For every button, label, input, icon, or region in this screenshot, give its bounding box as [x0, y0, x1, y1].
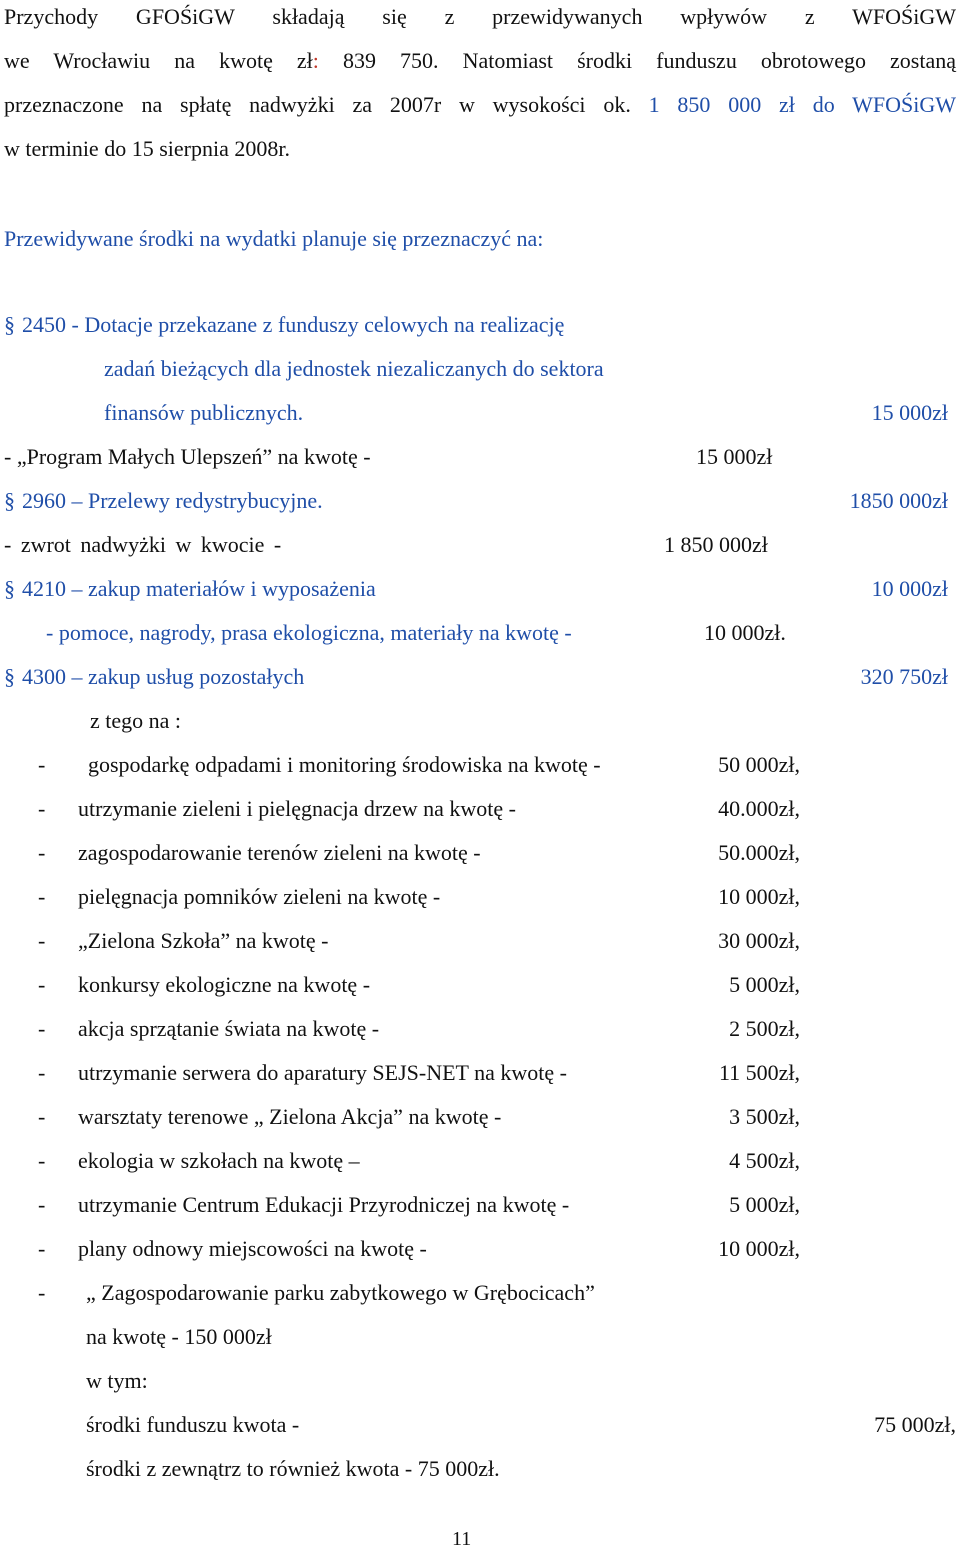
section-2450-line-1: 2450 - Dotacje przekazane z funduszy celowych na realizację	[22, 312, 565, 337]
park-line-5: środki z zewnątrz to również kwota - 75 000zł.	[86, 1456, 500, 1481]
intro-line-3	[4, 92, 956, 118]
list-item-dash: -	[38, 796, 46, 821]
list-item-label: konkursy ekologiczne na kwotę -	[78, 972, 371, 997]
list-item-label: utrzymanie zieleni i pielęgnacja drzew na kwotę -	[78, 796, 516, 821]
page-number: 11	[452, 1528, 472, 1550]
section-4210-sub-label: - pomoce, nagrody, prasa ekologiczna, materiały na kwotę -	[46, 620, 572, 645]
list-item-label: ekologia w szkołach na kwotę –	[78, 1148, 360, 1173]
section-2450-sub-amount: 15 000zł	[696, 444, 773, 469]
park-line-4: środki funduszu kwota -	[86, 1412, 300, 1437]
list-item-amount: 10 000zł,	[718, 884, 800, 909]
list-item-label: gospodarkę odpadami i monitoring środowiska na kwotę -	[88, 752, 601, 777]
intro-line-3-b: 1 850 000 zł do WFOŚiGW	[630, 92, 956, 117]
park-item-dash: -	[38, 1280, 46, 1305]
section-2960	[4, 488, 323, 514]
list-item-amount: 40.000zł,	[718, 796, 800, 821]
list-item-dash: -	[38, 1060, 46, 1085]
section-2960-line-1: 2960 – Przelewy redystrybucyjne.	[22, 488, 323, 513]
intro-line-2-b: 839 750. Natomiast środki funduszu obrotowego zostaną	[318, 48, 957, 73]
list-item-dash: -	[38, 1192, 46, 1217]
section-4300	[4, 664, 304, 690]
list-item-amount: 11 500zł,	[718, 1060, 800, 1085]
list-item-amount: 10 000zł,	[718, 1236, 800, 1261]
list-item-label: zagospodarowanie terenów zieleni na kwotę -	[78, 840, 481, 865]
section-icon: §	[4, 576, 15, 601]
list-item-dash: -	[38, 752, 46, 777]
section-2450-line-2: zadań bieżących dla jednostek niezaliczanych do sektora	[104, 356, 604, 381]
list-item-amount: 50.000zł,	[718, 840, 800, 865]
intro-line-2-colon: :	[312, 48, 319, 73]
section-2450	[4, 312, 564, 338]
section-icon: §	[4, 312, 15, 337]
list-item-label: „Zielona Szkoła” na kwotę -	[78, 928, 329, 953]
section-4210-line-1: 4210 – zakup materiałów i wyposażenia	[22, 576, 376, 601]
list-item-dash: -	[38, 1236, 46, 1261]
list-item-dash: -	[38, 840, 46, 865]
park-line-4-amount: 75 000zł,	[874, 1412, 956, 1437]
section-2960-sub-label: - zwrot nadwyżki w kwocie -	[4, 532, 282, 557]
list-item-dash: -	[38, 1148, 46, 1173]
section-icon: §	[4, 664, 15, 689]
section-2450-line-3: finansów publicznych.	[104, 400, 304, 425]
section-2450-sub-label: - „Program Małych Ulepszeń” na kwotę -	[4, 444, 371, 469]
list-item-label: warsztaty terenowe „ Zielona Akcja” na kwotę -	[78, 1104, 502, 1129]
list-item-dash: -	[38, 1016, 46, 1041]
section-2960-amount: 1850 000zł	[849, 488, 948, 513]
list-item-label: pielęgnacja pomników zieleni na kwotę -	[78, 884, 441, 909]
intro-line-3-a: przeznaczone na spłatę nadwyżki za 2007r w wysokości ok.	[4, 92, 631, 117]
list-item-amount: 5 000zł,	[729, 1192, 800, 1217]
list-item-amount: 3 500zł,	[729, 1104, 800, 1129]
list-item-amount: 4 500zł,	[729, 1148, 800, 1173]
intro-line-1: Przychody GFOŚiGW składają się z przewidywanych wpływów z WFOŚiGW	[4, 4, 956, 29]
intro-line-2-a: we Wrocławiu na kwotę zł	[4, 48, 313, 73]
list-item-label: plany odnowy miejscowości na kwotę -	[78, 1236, 427, 1261]
list-item-label: utrzymanie serwera do aparatury SEJS-NET na kwotę -	[78, 1060, 567, 1085]
intro-line-2	[4, 48, 956, 74]
section-2450-amount: 15 000zł	[871, 400, 948, 425]
park-line-1: „ Zagospodarowanie parku zabytkowego w Grębocicach”	[86, 1280, 595, 1305]
list-item-dash: -	[38, 884, 46, 909]
park-line-2: na kwotę - 150 000zł	[86, 1324, 272, 1349]
section-4210	[4, 576, 376, 602]
section-icon: §	[4, 488, 15, 513]
list-item-dash: -	[38, 1104, 46, 1129]
list-item-dash: -	[38, 928, 46, 953]
list-item-dash: -	[38, 972, 46, 997]
list-item-label: akcja sprzątanie świata na kwotę -	[78, 1016, 380, 1041]
section-4210-sub-amount: 10 000zł.	[704, 620, 786, 645]
list-item-amount: 2 500zł,	[729, 1016, 800, 1041]
list-item-amount: 50 000zł,	[718, 752, 800, 777]
intro-line-4: w terminie do 15 sierpnia 2008r.	[4, 136, 290, 161]
list-item-amount: 30 000zł,	[718, 928, 800, 953]
section-2960-sub-amount: 1 850 000zł	[664, 532, 768, 557]
section-4210-amount: 10 000zł	[871, 576, 948, 601]
section-4300-line-1: 4300 – zakup usług pozostałych	[22, 664, 305, 689]
list-item-label: utrzymanie Centrum Edukacji Przyrodniczej na kwotę -	[78, 1192, 570, 1217]
lead-sentence: Przewidywane środki na wydatki planuje się przeznaczyć na:	[4, 226, 544, 251]
park-line-3: w tym:	[86, 1368, 148, 1393]
section-4300-z-tego: z tego na :	[90, 708, 182, 733]
list-item-amount: 5 000zł,	[729, 972, 800, 997]
section-4300-amount: 320 750zł	[860, 664, 948, 689]
